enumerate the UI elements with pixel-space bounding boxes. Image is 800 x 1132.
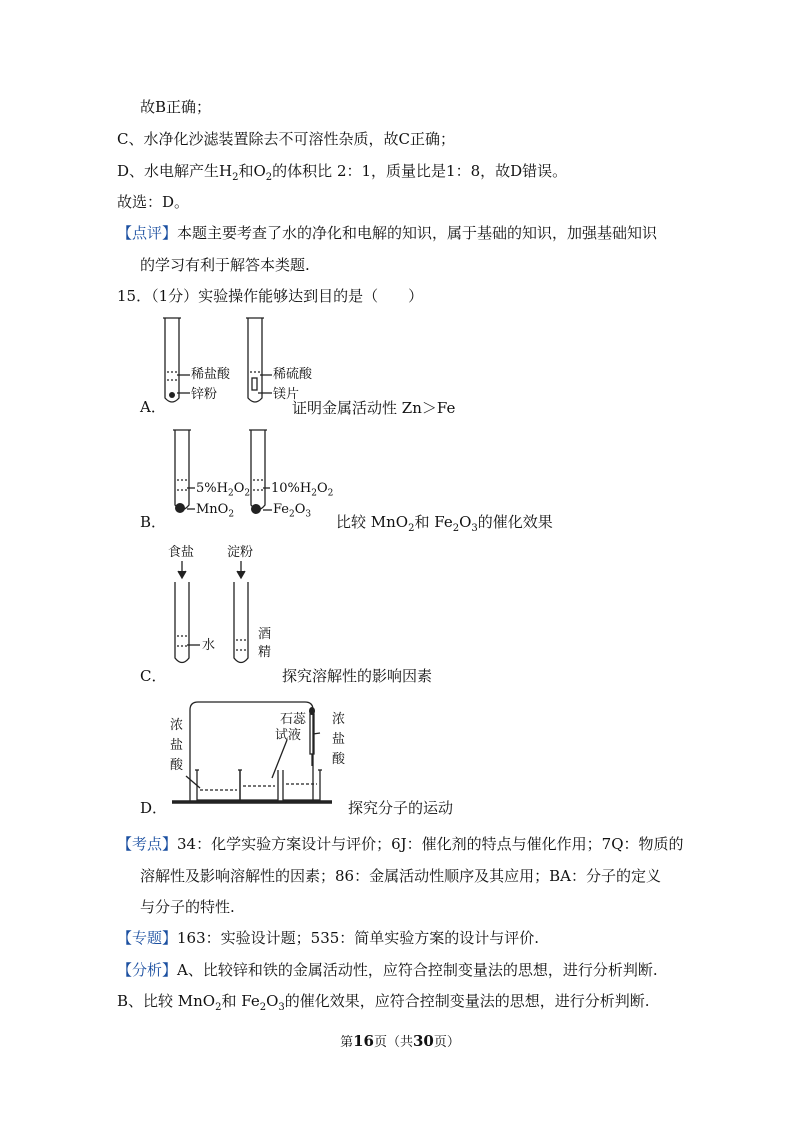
c-alcohol-label-1: 酒 — [258, 627, 272, 642]
c-add-salt-label: 食盐 — [168, 545, 195, 560]
c-water-label: 水 — [202, 638, 216, 653]
kaodian-line-1: 【考点】34：化学实验方案设计与评价；6J：催化剂的特点与催化作用；7Q：物质的 — [117, 835, 684, 853]
line-c: C、水净化沙滤装置除去不可溶性杂质，故C正确； — [117, 130, 455, 148]
d-right-acid-3: 酸 — [332, 752, 346, 767]
d-left-acid-3: 酸 — [170, 758, 184, 773]
zhuanti-tag: 【专题】 — [117, 929, 178, 947]
option-a-letter: A． — [140, 398, 166, 416]
option-c-caption: 探究溶解性的影响因素 — [282, 667, 433, 685]
line-d: D、水电解产生$H_2$和$O_2$的体积比 2：1，质量比是1：8，故D错误。 — [117, 162, 568, 183]
d-litmus-label-2: 试液 — [275, 728, 302, 743]
d-litmus-label-1: 石蕊 — [280, 712, 307, 727]
zhuanti-line: 【专题】163：实验设计题；535：简单实验方案的设计与评价. — [117, 929, 540, 947]
comment-line-1: 【点评】本题主要考查了水的净化和电解的知识，属于基础的知识，加强基础知识 — [117, 224, 658, 242]
b-tube1-label-mno2: MnO$_2$ — [196, 502, 235, 520]
kaodian-tag: 【考点】 — [117, 835, 178, 853]
page-total: 30 — [413, 1032, 434, 1050]
page-number: 16 — [353, 1032, 374, 1050]
d-left-acid-2: 盐 — [170, 738, 184, 753]
fenxi-line-b: B、比较 MnO$_2$和 $Fe_2O_3$的催化效果，应符合控制变量法的思想，进行分析判断. — [117, 992, 650, 1013]
a-tube2-label-mg: 镁片 — [273, 387, 300, 402]
c-add-starch-label: 淀粉 — [227, 545, 254, 560]
option-d-caption: 探究分子的运动 — [348, 799, 454, 817]
kaodian-line-2: 溶解性及影响溶解性的因素；86：金属活动性顺序及其应用；BA：分子的定义 — [140, 867, 661, 885]
line-b-correct: 故B正确； — [140, 98, 212, 116]
comment-tag: 【点评】 — [117, 224, 178, 242]
b-tube2-label-fe2o3: $Fe_2O_3$ — [273, 502, 312, 520]
d-right-acid-1: 浓 — [332, 712, 346, 727]
option-b-caption: 比较 MnO$_2$和 $Fe_2O_3$的催化效果 — [336, 513, 553, 534]
d-right-acid-2: 盐 — [332, 732, 346, 747]
c-alcohol-label-2: 精 — [258, 645, 272, 660]
fenxi-line-a: 【分析】A、比较锌和铁的金属活动性，应符合控制变量法的思想，进行分析判断. — [117, 961, 658, 979]
option-c-letter: C． — [140, 667, 167, 685]
option-a-caption: 证明金属活动性 Zn＞Fe — [292, 399, 456, 417]
question-15: 15．（1分）实验操作能够达到目的是（ ） — [117, 287, 424, 305]
a-tube1-label-acid: 稀盐酸 — [191, 367, 231, 382]
option-d-letter: D． — [140, 799, 168, 817]
d-left-acid-1: 浓 — [170, 718, 184, 733]
b-tube1-label-h2o2: $5\%H_2O_2$ — [196, 481, 251, 499]
line-answer: 故选：D。 — [117, 193, 190, 211]
fenxi-tag: 【分析】 — [117, 961, 178, 979]
a-tube2-label-acid: 稀硫酸 — [273, 367, 313, 382]
kaodian-line-3: 与分子的特性. — [140, 898, 235, 916]
comment-line-2: 的学习有利于解答本类题. — [140, 256, 310, 274]
option-b-letter: B． — [140, 513, 167, 531]
b-tube2-label-h2o2: $10\%H_2O_2$ — [271, 481, 334, 499]
a-tube1-label-zinc: 锌粉 — [191, 387, 218, 402]
page-footer: 第16页（共30页） — [340, 1032, 460, 1050]
